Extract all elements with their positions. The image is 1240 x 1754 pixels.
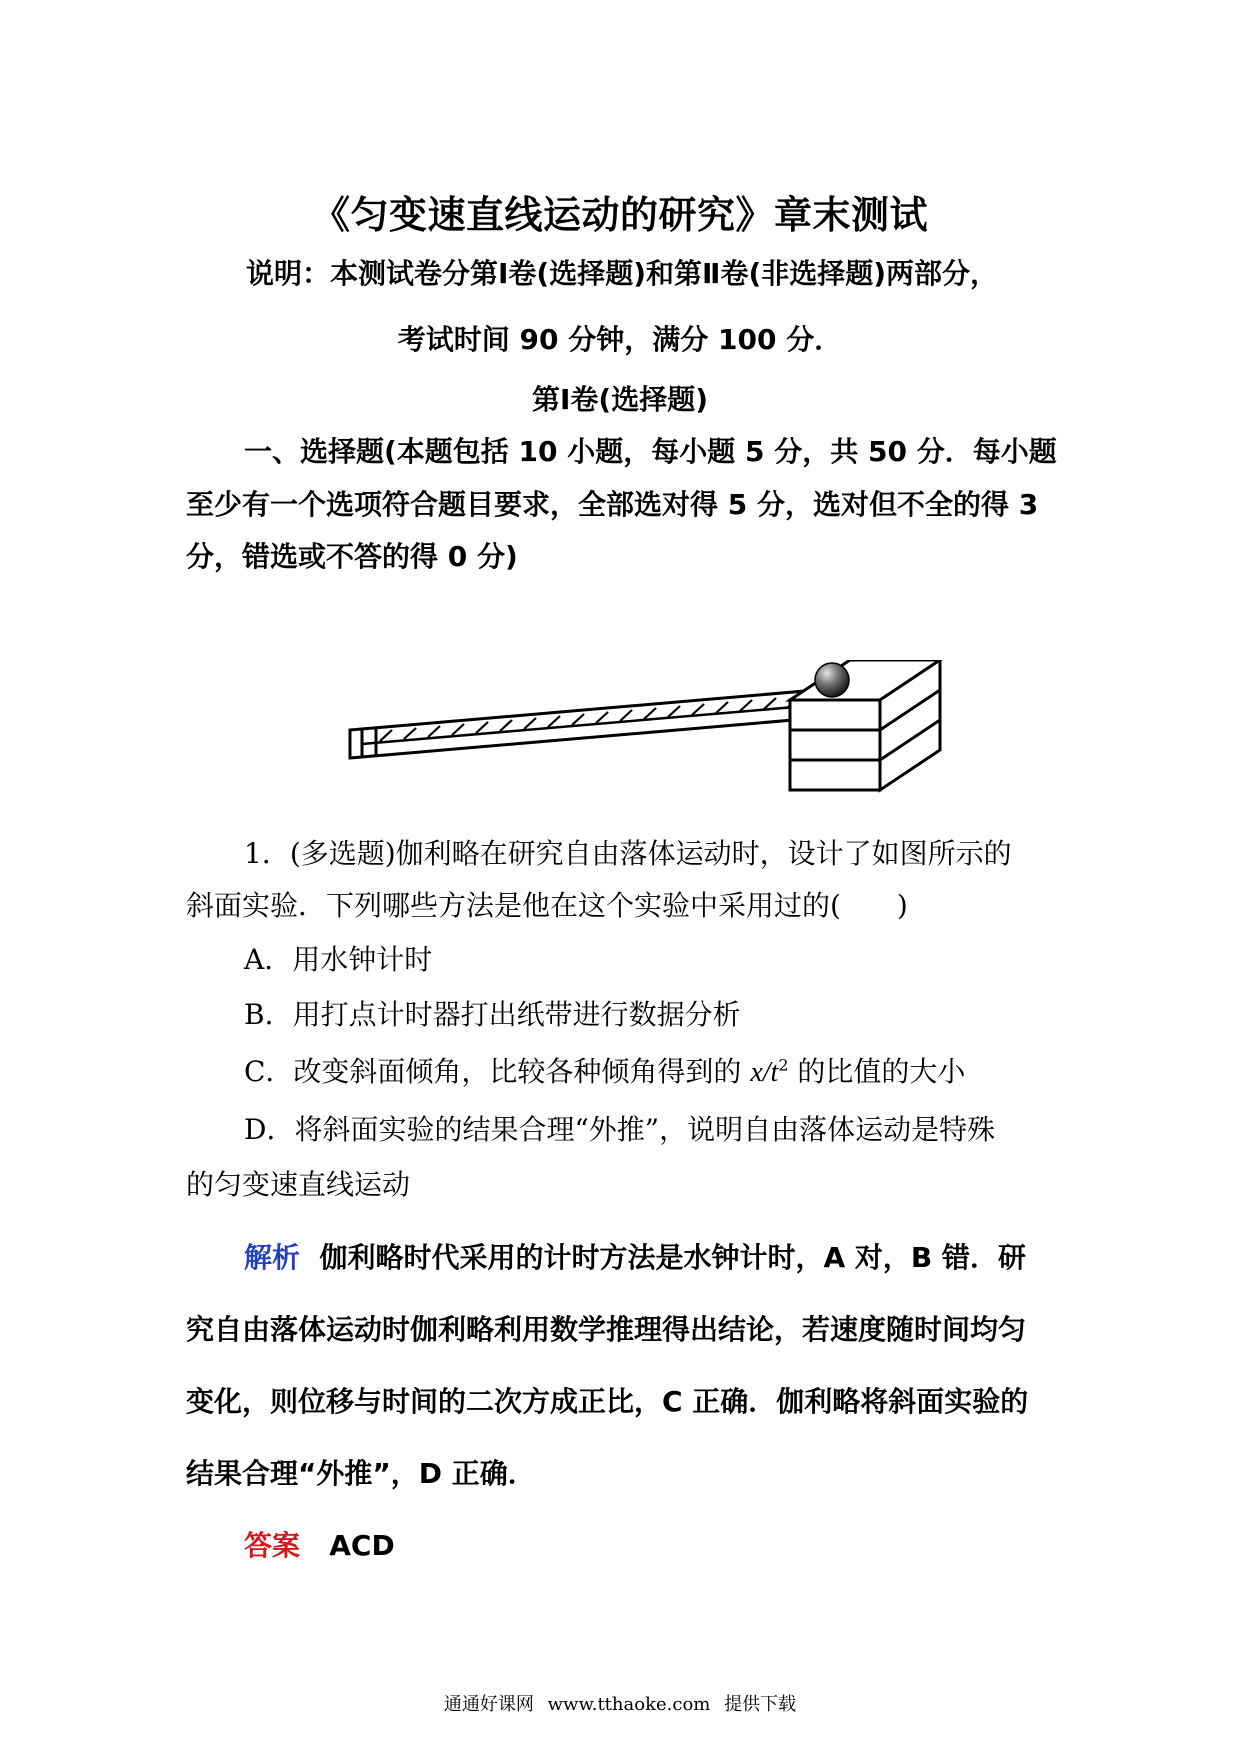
answer-value: ACD xyxy=(329,1529,395,1562)
document-title: 《匀变速直线运动的研究》章末测试 xyxy=(311,193,928,237)
option-d-line-2: 的匀变速直线运动 xyxy=(186,1168,411,1201)
option-c-variable: x/t xyxy=(750,1057,779,1088)
option-a: A．用水钟计时 xyxy=(244,943,433,976)
analysis-line-1 xyxy=(244,1236,1026,1276)
footer-url[interactable]: www.tthaoke.com xyxy=(547,1694,711,1715)
support-block xyxy=(790,660,940,790)
question-1-stem-line-1: 1．(多选题)伽利略在研究自由落体运动时，设计了如图所示的 xyxy=(244,837,1012,870)
answer-label: 答案 xyxy=(244,1529,301,1562)
option-c xyxy=(244,1050,965,1090)
instructions-line-2: 至少有一个选项符合题目要求，全部选对得 5 分，选对但不全的得 3 xyxy=(186,488,1039,521)
ball xyxy=(815,663,849,697)
footer xyxy=(0,1690,1240,1716)
footer-action: 提供下载 xyxy=(724,1694,797,1715)
inclined-plane-figure xyxy=(340,660,960,800)
analysis-label: 解析 xyxy=(244,1241,301,1274)
section-heading: 第Ⅰ卷(选择题) xyxy=(531,383,708,416)
option-c-text: C．改变斜面倾角，比较各种倾角得到的 xyxy=(244,1055,751,1088)
instructions-line-3: 分，错选或不答的得 0 分) xyxy=(186,540,518,573)
answer-line xyxy=(244,1524,395,1564)
analysis-line-3: 变化，则位移与时间的二次方成正比，C 正确．伽利略将斜面实验的 xyxy=(186,1385,1029,1418)
footer-site-name: 通通好课网 xyxy=(443,1694,534,1715)
question-1-stem-line-2: 斜面实验．下列哪些方法是他在这个实验中采用过的( ) xyxy=(186,889,908,922)
option-d-line-1: D．将斜面实验的结果合理“外推”，说明自由落体运动是特殊 xyxy=(244,1113,996,1146)
option-b: B．用打点计时器打出纸带进行数据分析 xyxy=(244,998,741,1031)
option-c-text-end: 的比值的大小 xyxy=(788,1055,966,1088)
option-c-superscript: 2 xyxy=(778,1055,789,1075)
analysis-line-2: 究自由落体运动时伽利略利用数学推理得出结论，若速度随时间均匀 xyxy=(186,1313,1027,1346)
intro-line-2: 考试时间 90 分钟，满分 100 分． xyxy=(397,323,843,356)
analysis-line-4: 结果合理“外推”，D 正确． xyxy=(186,1457,536,1490)
analysis-text-1: 伽利略时代采用的计时方法是水钟计时，A 对，B 错．研 xyxy=(319,1241,1027,1274)
instructions-line-1: 一、选择题(本题包括 10 小题，每小题 5 分，共 50 分．每小题 xyxy=(244,435,1057,468)
intro-line-1: 说明：本测试卷分第Ⅰ卷(选择题)和第Ⅱ卷(非选择题)两部分， xyxy=(246,257,999,290)
